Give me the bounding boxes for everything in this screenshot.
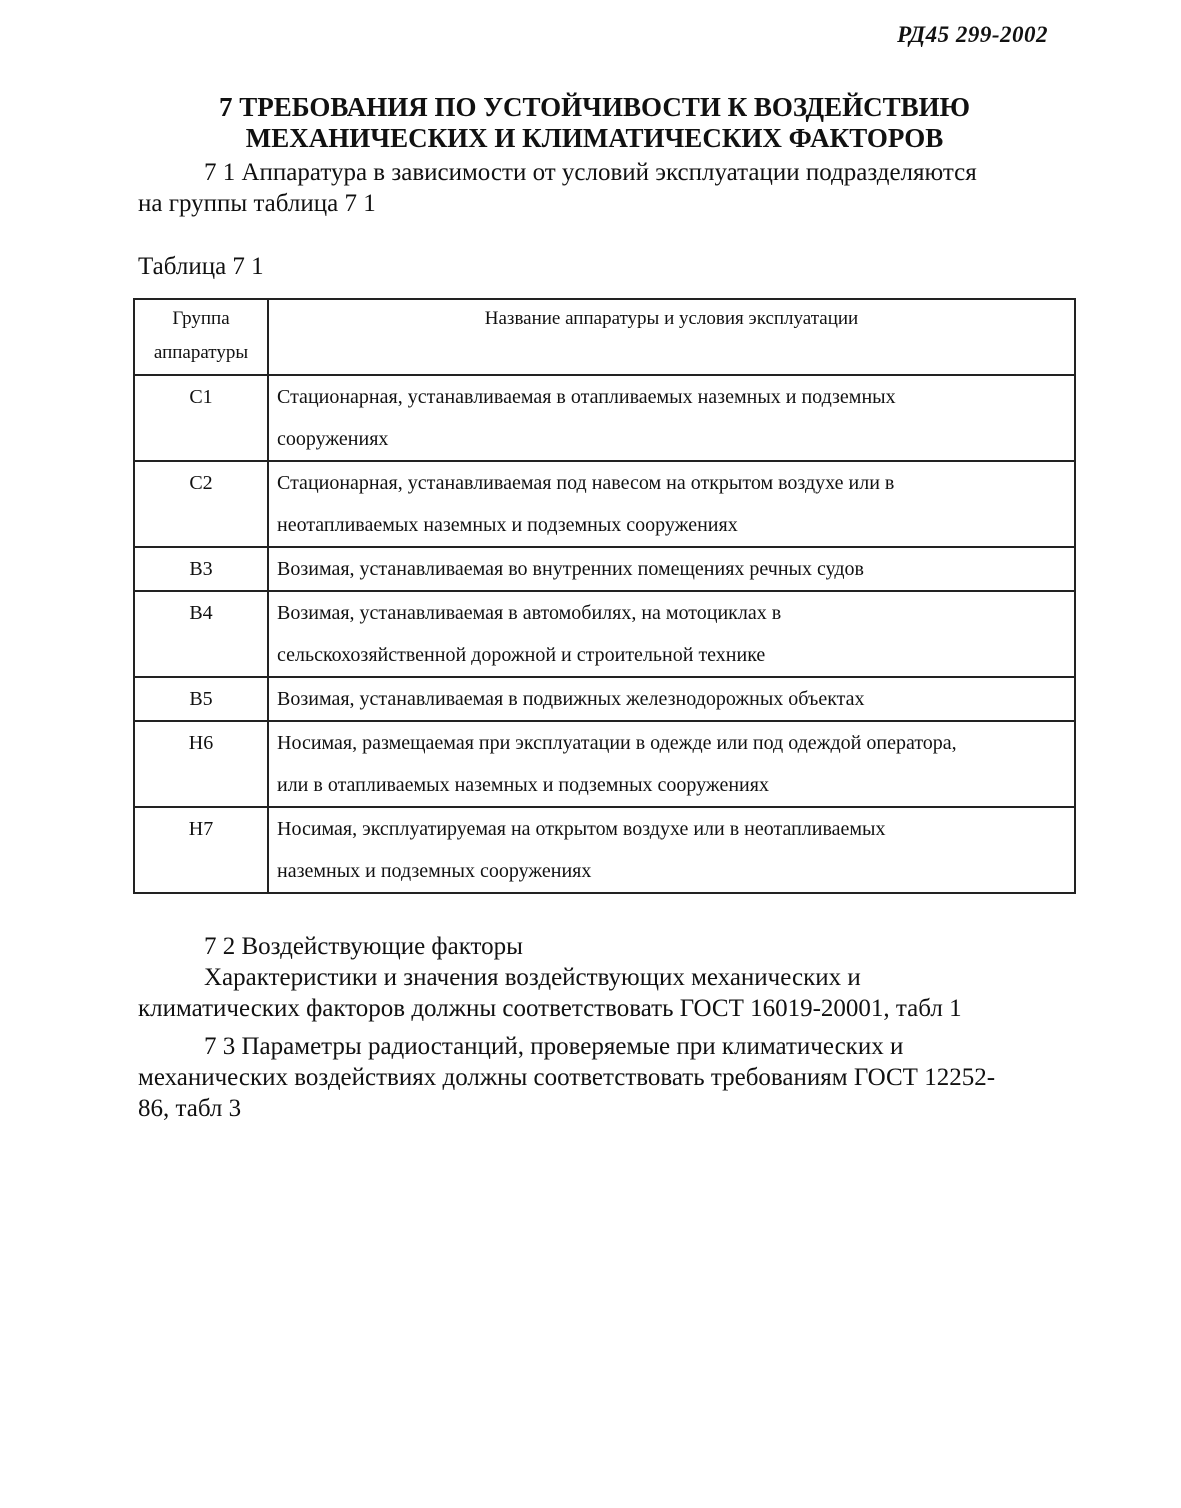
table-header-row — [134, 299, 1075, 375]
row-group: С1 — [134, 375, 268, 461]
row-group: Н7 — [134, 807, 268, 893]
paragraph-7-2-title: 7 2 Воздействующие факторы — [204, 933, 523, 960]
paragraph-7-1-line-2: на группы таблица 7 1 — [138, 190, 376, 217]
row-description-line-2: неотапливаемых наземных и подземных сооружениях — [277, 514, 738, 536]
header-group — [134, 299, 268, 375]
section-heading — [0, 92, 1181, 154]
table-row — [134, 591, 1075, 677]
section-heading-line-2: МЕХАНИЧЕСКИХ И КЛИМАТИЧЕСКИХ ФАКТОРОВ — [245, 123, 944, 153]
row-group: В3 — [134, 547, 268, 591]
row-description-line-2: или в отапливаемых наземных и подземных сооружениях — [277, 774, 769, 796]
row-description — [268, 721, 1075, 807]
table-row — [134, 461, 1075, 547]
section-heading-line-1: 7 ТРЕБОВАНИЯ ПО УСТОЙЧИВОСТИ К ВОЗДЕЙСТВИЮ — [218, 92, 971, 122]
row-description — [268, 461, 1075, 547]
table-row — [134, 677, 1075, 721]
row-description — [268, 591, 1075, 677]
row-description-line-1: Стационарная, устанавливаемая в отапливаемых наземных и подземных — [277, 386, 896, 408]
header-group-line-2: аппаратуры — [153, 342, 249, 363]
paragraph-7-3-line-1: 7 3 Параметры радиостанций, проверяемые при климатических и — [204, 1033, 904, 1060]
document-code: РД45 299-2002 — [897, 22, 1048, 47]
header-description: Название аппаратуры и условия эксплуатации — [268, 299, 1075, 375]
row-description-line-1: Возимая, устанавливаемая во внутренних помещениях речных судов — [277, 558, 864, 580]
paragraph-7-3 — [138, 1031, 1038, 1124]
paragraph-7-2-line-2: климатических факторов должны соответствовать ГОСТ 16019-20001, табл 1 — [138, 995, 962, 1022]
paragraph-7-1 — [138, 157, 1038, 219]
table-row — [134, 547, 1075, 591]
row-group: В5 — [134, 677, 268, 721]
row-description — [268, 807, 1075, 893]
row-description-line-2: сооружениях — [277, 428, 389, 450]
row-description-line-1: Возимая, устанавливаемая в автомобилях, на мотоциклах в — [277, 602, 782, 624]
paragraph-7-3-line-3: 86, табл 3 — [138, 1095, 242, 1122]
equipment-groups-table — [133, 298, 1076, 894]
table-caption: Таблица 7 1 — [138, 253, 264, 280]
row-group: С2 — [134, 461, 268, 547]
row-group: Н6 — [134, 721, 268, 807]
header-group-line-1: Группа — [172, 308, 230, 329]
table-row — [134, 807, 1075, 893]
paragraph-7-1-line-1: 7 1 Аппаратура в зависимости от условий эксплуатации подразделяются — [204, 159, 977, 186]
row-description-line-2: сельскохозяйственной дорожной и строительной технике — [277, 644, 766, 666]
paragraph-7-2-line-1: Характеристики и значения воздействующих механических и — [204, 964, 861, 991]
paragraph-7-3-line-2: механических воздействиях должны соответствовать требованиям ГОСТ 12252- — [138, 1064, 996, 1091]
row-description-line-1: Стационарная, устанавливаемая под навесом на открытом воздухе или в — [277, 472, 895, 494]
row-description-line-1: Носимая, размещаемая при эксплуатации в одежде или под одеждой оператора, — [277, 732, 957, 754]
row-description-line-1: Носимая, эксплуатируемая на открытом воздухе или в неотапливаемых — [277, 818, 886, 840]
table-row — [134, 721, 1075, 807]
row-description — [268, 547, 1075, 591]
paragraph-7-2 — [138, 931, 1038, 1024]
row-description — [268, 375, 1075, 461]
row-description — [268, 677, 1075, 721]
row-description-line-1: Возимая, устанавливаемая в подвижных железнодорожных объектах — [277, 688, 865, 710]
row-description-line-2: наземных и подземных сооружениях — [277, 860, 592, 882]
row-group: В4 — [134, 591, 268, 677]
table-row — [134, 375, 1075, 461]
